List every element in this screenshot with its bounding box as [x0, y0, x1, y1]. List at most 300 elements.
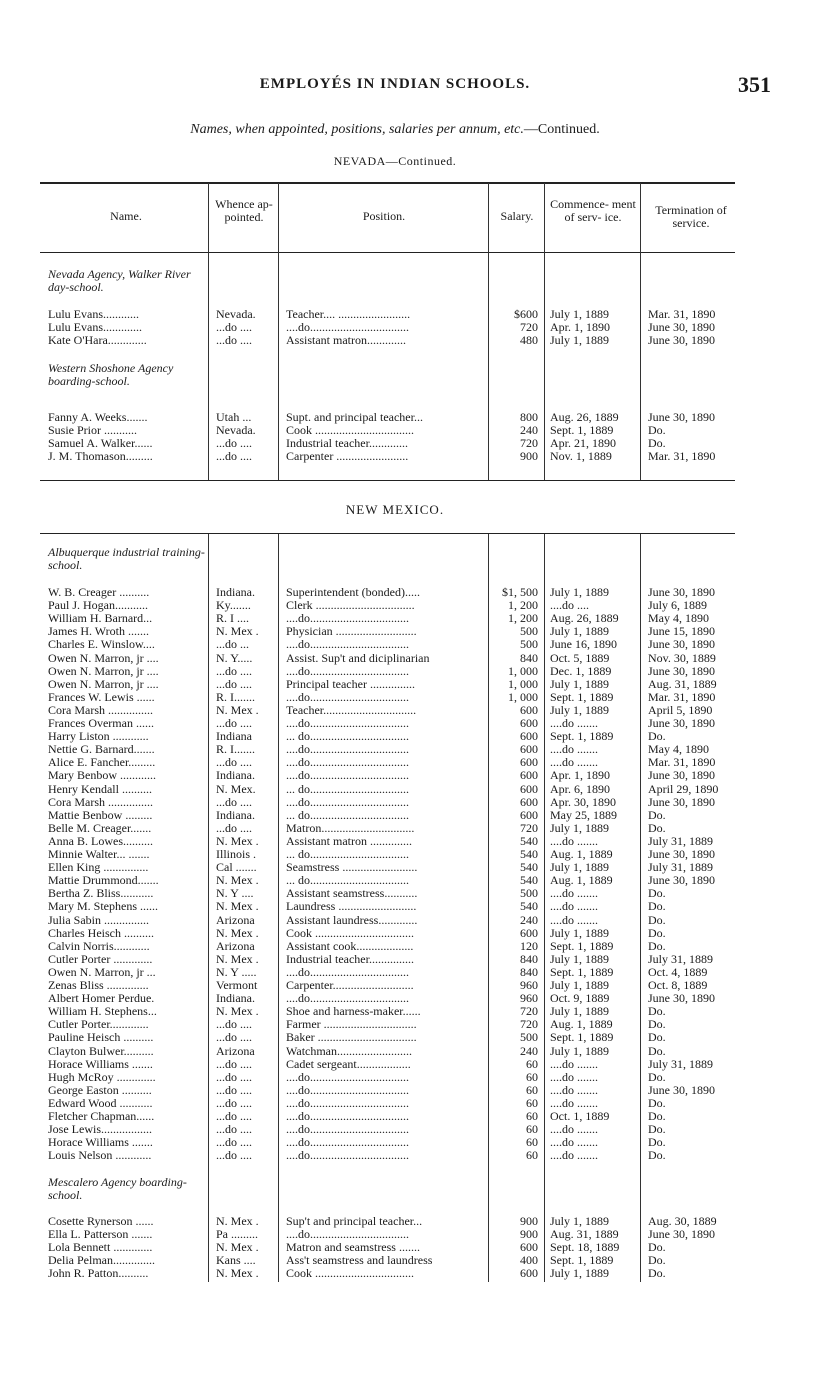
table-row: [0, 887, 838, 900]
salary: 600: [520, 743, 538, 757]
termination-date: Nov. 30, 1889: [648, 651, 716, 665]
employee-name: Julia Sabin ...............: [48, 913, 149, 927]
salary: 900: [520, 1215, 538, 1228]
position: ... do.................................: [286, 730, 409, 744]
whence-appointed: ...do ....: [216, 1083, 252, 1097]
employee-name: Edward Wood ...........: [48, 1096, 153, 1110]
termination-date: Do.: [648, 1096, 666, 1110]
salary: 600: [520, 808, 538, 822]
termination-date: Do.: [648, 1044, 666, 1058]
termination-date: Do.: [648, 1005, 666, 1019]
salary: 720: [520, 1005, 538, 1019]
table-row: [0, 625, 838, 638]
col-header-name: Name.: [110, 209, 142, 223]
whence-appointed: N. Mex .: [216, 926, 259, 940]
whence-appointed: N. Mex .: [216, 900, 259, 914]
employee-name: Samuel A. Walker......: [48, 437, 153, 451]
whence-appointed: ...do ...: [216, 638, 249, 652]
table-row: [0, 861, 838, 874]
employee-name: Henry Kendall ..........: [48, 782, 152, 796]
whence-appointed: Arizona: [216, 913, 255, 927]
employee-name: Mary Benbow ............: [48, 769, 156, 783]
table-row: [0, 953, 838, 966]
termination-date: June 30, 1890: [648, 411, 715, 424]
termination-date: Mar. 31, 1890: [648, 450, 716, 464]
salary: 600: [520, 703, 538, 717]
whence-appointed: ...do ....: [216, 1018, 252, 1032]
commencement-date: Sept. 1, 1889: [550, 965, 614, 979]
commencement-date: Sept. 1, 1889: [550, 730, 614, 744]
whence-appointed: ...do ....: [216, 437, 252, 451]
col-header-whence: Whence ap- pointed.: [215, 197, 273, 224]
whence-appointed: Ky.......: [216, 599, 251, 613]
termination-date: Mar. 31, 1890: [648, 308, 716, 321]
commencement-date: July 1, 1889: [550, 677, 610, 691]
table-row: [0, 927, 838, 940]
position: Supt. and principal teacher...: [286, 411, 423, 424]
termination-date: Do.: [648, 939, 666, 953]
termination-date: Do.: [648, 1254, 666, 1268]
employee-name: Cosette Rynerson ......: [48, 1215, 154, 1228]
commencement-date: Aug. 1, 1889: [550, 874, 613, 888]
termination-date: Do.: [648, 900, 666, 914]
whence-appointed: Utah ...: [216, 411, 252, 424]
table-row: [0, 437, 838, 450]
position: Matron and seamstress .......: [286, 1241, 420, 1255]
position: Assistant cook...................: [286, 939, 414, 953]
termination-date: June 30, 1890: [648, 992, 715, 1006]
commencement-date: ....do .......: [550, 717, 598, 730]
whence-appointed: ...do ....: [216, 677, 252, 691]
salary: 800: [520, 411, 538, 424]
whence-appointed: Pa .........: [216, 1228, 258, 1242]
termination-date: Mar. 31, 1890: [648, 756, 716, 770]
commencement-date: June 16, 1890: [550, 638, 617, 652]
commencement-date: ....do .......: [550, 1136, 598, 1150]
employee-name: George Easton ..........: [48, 1083, 152, 1097]
commencement-date: Dec. 1, 1889: [550, 664, 612, 678]
position: ....do.................................: [286, 1136, 409, 1150]
table-row: [0, 1136, 838, 1149]
position: Cook .................................: [286, 424, 415, 438]
position: Carpenter ........................: [286, 450, 409, 464]
whence-appointed: ...do ....: [216, 1110, 252, 1123]
commencement-date: ....do .......: [550, 1096, 598, 1110]
position: ... do.................................: [286, 808, 409, 822]
table-row: [0, 652, 838, 665]
termination-date: Do.: [648, 1031, 666, 1045]
position: Cook .................................: [286, 926, 415, 940]
employee-name: Paul J. Hogan...........: [48, 599, 148, 613]
termination-date: Do.: [648, 821, 666, 835]
table-row: [0, 848, 838, 861]
table-row: [0, 586, 838, 599]
position: Assistant laundress.............: [286, 913, 418, 927]
position: ....do.................................: [286, 638, 409, 652]
table-row: [0, 1031, 838, 1044]
table-row: [0, 756, 838, 769]
position: Assist. Sup't and diciplinarian: [286, 651, 430, 665]
salary: 600: [520, 730, 538, 744]
termination-date: Do.: [648, 1110, 666, 1123]
employee-name: Bertha Z. Bliss...........: [48, 887, 154, 901]
position: Teacher...............................: [286, 703, 417, 717]
table-row: [0, 874, 838, 887]
employee-name: Calvin Norris............: [48, 939, 150, 953]
commencement-date: Apr. 1, 1890: [550, 769, 610, 783]
salary: 900: [520, 450, 538, 464]
position: ....do.................................: [286, 1083, 409, 1097]
position: Watchman.........................: [286, 1044, 413, 1058]
commencement-date: ....do .......: [550, 1149, 598, 1163]
whence-appointed: Arizona: [216, 939, 255, 953]
employee-name: William H. Stephens...: [48, 1005, 157, 1019]
salary: 540: [520, 861, 538, 875]
table-row: [0, 1241, 838, 1254]
position: Assistant seamstress...........: [286, 887, 418, 901]
whence-appointed: ...do ....: [216, 1123, 252, 1137]
commencement-date: July 1, 1889: [550, 1215, 610, 1228]
whence-appointed: N. Y.....: [216, 651, 253, 665]
position: Ass't seamstress and laundress: [286, 1254, 433, 1268]
employee-name: Jose Lewis.................: [48, 1123, 152, 1137]
table-top-rule: [40, 182, 735, 184]
salary: 600: [520, 769, 538, 783]
salary: 240: [520, 424, 538, 438]
commencement-date: May 25, 1889: [550, 808, 617, 822]
table-row: [0, 730, 838, 743]
termination-date: June 30, 1890: [648, 638, 715, 652]
whence-appointed: Indiana.: [216, 808, 255, 822]
commencement-date: Oct. 1, 1889: [550, 1110, 610, 1123]
commencement-date: ....do .......: [550, 1070, 598, 1084]
table-row: [0, 450, 838, 463]
employee-name: Louis Nelson ............: [48, 1149, 152, 1163]
table-row: [0, 321, 838, 334]
employee-name: Harry Liston ............: [48, 730, 149, 744]
employee-name: Charles Heisch ..........: [48, 926, 154, 940]
salary: 500: [520, 1031, 538, 1045]
table-row: [0, 900, 838, 913]
whence-appointed: Illinois .: [216, 848, 257, 861]
salary: 900: [520, 1228, 538, 1242]
commencement-date: July 1, 1889: [550, 586, 610, 599]
position: Assistant matron.............: [286, 334, 406, 348]
employee-name: Delia Pelman..............: [48, 1254, 155, 1268]
termination-date: Mar. 31, 1890: [648, 690, 716, 704]
salary: 1, 000: [508, 664, 538, 678]
col-header-termination: Termination of service.: [655, 203, 727, 230]
position: ....do.................................: [286, 769, 409, 783]
section-western-shoshone: Western Shoshone Agency boarding-school.: [48, 361, 174, 388]
whence-appointed: Kans ....: [216, 1254, 256, 1268]
position: ....do.................................: [286, 965, 409, 979]
position: Assistant matron ..............: [286, 834, 412, 848]
table-row: [0, 1110, 838, 1123]
commencement-date: ....do .......: [550, 887, 598, 901]
termination-date: July 31, 1889: [648, 1057, 714, 1071]
termination-date: June 30, 1890: [648, 795, 715, 809]
position: ....do.................................: [286, 612, 409, 626]
whence-appointed: ...do ....: [216, 756, 252, 770]
termination-date: Oct. 8, 1889: [648, 979, 708, 992]
employee-name: Horace Williams .......: [48, 1057, 153, 1071]
salary: $600: [514, 308, 538, 321]
table-row: [0, 1215, 838, 1228]
commencement-date: Nov. 1, 1889: [550, 450, 612, 464]
position: ....do.................................: [286, 664, 409, 678]
salary: 60: [526, 1136, 538, 1150]
position: ....do.................................: [286, 1096, 409, 1110]
whence-appointed: ...do ....: [216, 450, 252, 464]
employee-name: Horace Williams .......: [48, 1136, 153, 1150]
whence-appointed: Arizona: [216, 1044, 255, 1058]
table-row: [0, 822, 838, 835]
whence-appointed: N. Y ....: [216, 887, 254, 901]
salary: 540: [520, 900, 538, 914]
commencement-date: Sept. 1, 1889: [550, 1031, 614, 1045]
position: Baker .................................: [286, 1031, 417, 1045]
whence-appointed: N. Mex .: [216, 952, 259, 966]
whence-appointed: ...do ....: [216, 1149, 252, 1163]
position: ....do.................................: [286, 795, 409, 809]
salary: 60: [526, 1149, 538, 1163]
employee-name: Ellen King ...............: [48, 861, 149, 875]
termination-date: April 29, 1890: [648, 782, 719, 796]
employee-name: Hugh McRoy .............: [48, 1070, 156, 1084]
commencement-date: Sept. 1, 1889: [550, 1254, 614, 1268]
whence-appointed: ...do ....: [216, 321, 252, 335]
position: Teacher.... ........................: [286, 308, 411, 321]
commencement-date: July 1, 1889: [550, 334, 610, 348]
whence-appointed: Vermont: [216, 979, 258, 992]
position: Cadet sergeant..................: [286, 1057, 411, 1071]
salary: 600: [520, 782, 538, 796]
whence-appointed: Indiana: [216, 730, 252, 744]
subtitle-italic: Names, when appointed, positions, salaries per annum, etc.: [190, 122, 524, 137]
employee-name: William H. Barnard...: [48, 612, 153, 626]
table-row: [0, 1005, 838, 1018]
table-row: [0, 1149, 838, 1162]
whence-appointed: ...do ....: [216, 1057, 252, 1071]
termination-date: Do.: [648, 1123, 666, 1137]
commencement-date: Aug. 31, 1889: [550, 1228, 619, 1242]
whence-appointed: Indiana.: [216, 769, 255, 783]
running-head: [0, 72, 838, 100]
employee-name: Kate O'Hara.............: [48, 334, 147, 348]
commencement-date: ....do .......: [550, 1123, 598, 1137]
employee-name: Cutler Porter .............: [48, 952, 153, 966]
table-row: [0, 1071, 838, 1084]
salary: 60: [526, 1123, 538, 1137]
termination-date: Do.: [648, 730, 666, 744]
commencement-date: Sept. 18, 1889: [550, 1241, 620, 1255]
whence-appointed: ...do ....: [216, 334, 252, 348]
position: Seamstress .........................: [286, 861, 418, 875]
table-row: [0, 704, 838, 717]
salary: 1, 000: [508, 690, 538, 704]
termination-date: July 6, 1889: [648, 599, 708, 613]
table-row: [0, 308, 838, 321]
salary: 480: [520, 334, 538, 348]
position: ....do.................................: [286, 1149, 409, 1163]
termination-date: Aug. 30, 1889: [648, 1215, 717, 1228]
state-heading-nevada: NEVADA—Continued.: [333, 154, 457, 168]
salary: 600: [520, 1241, 538, 1255]
position: ....do.................................: [286, 756, 409, 770]
whence-appointed: ...do ....: [216, 1031, 252, 1045]
position: Cook .................................: [286, 1267, 415, 1281]
commencement-date: Oct. 9, 1889: [550, 992, 610, 1006]
whence-appointed: R. I.......: [216, 690, 255, 704]
table-row: [0, 1097, 838, 1110]
table-row: [0, 966, 838, 979]
salary: 60: [526, 1110, 538, 1123]
salary: 840: [520, 965, 538, 979]
table-row: [0, 796, 838, 809]
employee-name: Alice E. Fancher.........: [48, 756, 156, 770]
commencement-date: ....do .......: [550, 834, 598, 848]
col-header-commencement: Commence- ment of serv- ice.: [550, 197, 636, 224]
commencement-date: July 1, 1889: [550, 703, 610, 717]
table-subtitle: [0, 122, 790, 138]
employee-name: Frances W. Lewis ......: [48, 690, 155, 704]
table-row: [0, 992, 838, 1005]
commencement-date: Apr. 21, 1890: [550, 437, 616, 451]
commencement-date: Apr. 6, 1890: [550, 782, 610, 796]
termination-date: Do.: [648, 1136, 666, 1150]
table-row: [0, 979, 838, 992]
commencement-date: Aug. 26, 1889: [550, 612, 619, 626]
running-title: EMPLOYÉS IN INDIAN SCHOOLS.: [259, 76, 531, 92]
position: ... do.................................: [286, 782, 409, 796]
position: ....do.................................: [286, 743, 409, 757]
employee-name: Owen N. Marron, jr ...: [48, 965, 156, 979]
subtitle-plain: —Continued.: [523, 122, 600, 137]
table-row: [0, 424, 838, 437]
commencement-date: Oct. 5, 1889: [550, 651, 610, 665]
salary: 240: [520, 1044, 538, 1058]
salary: 600: [520, 756, 538, 770]
salary: 120: [520, 939, 538, 953]
salary: 500: [520, 638, 538, 652]
employee-name: Owen N. Marron, jr ....: [48, 651, 159, 665]
position: Superintendent (bonded).....: [286, 586, 420, 599]
header-bottom-rule: [40, 252, 735, 253]
employee-name: Fanny A. Weeks.......: [48, 411, 148, 424]
page-number: 351: [738, 72, 771, 97]
whence-appointed: ...do ....: [216, 1136, 252, 1150]
table-row: [0, 1254, 838, 1267]
salary: 1, 200: [508, 612, 538, 626]
commencement-date: July 1, 1889: [550, 1005, 610, 1019]
employee-name: Albert Homer Perdue.: [48, 992, 155, 1006]
commencement-date: ....do .......: [550, 756, 598, 770]
table-row: [0, 1123, 838, 1136]
section-mescalero: Mescalero Agency boarding-school.: [48, 1175, 187, 1202]
salary: 720: [520, 821, 538, 835]
position: ....do.................................: [286, 1070, 409, 1084]
table-row: [0, 1267, 838, 1280]
commencement-date: ....do .......: [550, 913, 598, 927]
salary: 600: [520, 717, 538, 730]
commencement-date: July 1, 1889: [550, 308, 610, 321]
employee-name: Cora Marsh ...............: [48, 795, 153, 809]
table-row: [0, 612, 838, 625]
commencement-date: July 1, 1889: [550, 979, 610, 992]
commencement-date: Aug. 1, 1889: [550, 848, 613, 861]
whence-appointed: N. Mex .: [216, 834, 259, 848]
commencement-date: ....do .......: [550, 1083, 598, 1097]
table-row: [0, 599, 838, 612]
table-row: [0, 940, 838, 953]
salary: 840: [520, 651, 538, 665]
employee-name: Cutler Porter.............: [48, 1018, 149, 1032]
table-row: [0, 809, 838, 822]
termination-date: Do.: [648, 926, 666, 940]
commencement-date: ....do .......: [550, 1057, 598, 1071]
employee-name: Frances Overman ......: [48, 717, 154, 730]
employee-name: Belle M. Creager.......: [48, 821, 152, 835]
whence-appointed: N. Mex .: [216, 874, 259, 888]
table-row: [0, 769, 838, 782]
termination-date: June 30, 1890: [648, 717, 715, 730]
commencement-date: Sept. 1, 1889: [550, 939, 614, 953]
table-row: [0, 783, 838, 796]
salary: 600: [520, 1267, 538, 1281]
employee-name: Fletcher Chapman......: [48, 1110, 155, 1123]
commencement-date: ....do .......: [550, 743, 598, 757]
position: ....do.................................: [286, 321, 409, 335]
employee-name: Lola Bennett .............: [48, 1241, 153, 1255]
employee-name: James H. Wroth .......: [48, 625, 149, 639]
salary: 540: [520, 848, 538, 861]
position: ... do.................................: [286, 874, 409, 888]
termination-date: July 31, 1889: [648, 861, 714, 875]
salary: 540: [520, 834, 538, 848]
whence-appointed: N. Mex.: [216, 782, 256, 796]
salary: 960: [520, 992, 538, 1006]
salary: 500: [520, 625, 538, 639]
termination-date: Do.: [648, 1241, 666, 1255]
commencement-date: Aug. 1, 1889: [550, 1018, 613, 1032]
whence-appointed: Indiana.: [216, 586, 255, 599]
termination-date: Do.: [648, 1018, 666, 1032]
position: Carpenter...........................: [286, 979, 414, 992]
table-row: [0, 678, 838, 691]
employee-name: Susie Prior ...........: [48, 424, 138, 438]
table-row: [0, 638, 838, 651]
whence-appointed: ...do ....: [216, 717, 252, 730]
whence-appointed: ...do ....: [216, 1096, 252, 1110]
termination-date: Do.: [648, 1267, 666, 1281]
salary: 840: [520, 952, 538, 966]
salary: 720: [520, 321, 538, 335]
employee-name: Charles E. Winslow....: [48, 638, 155, 652]
salary: 960: [520, 979, 538, 992]
position: Industrial teacher.............: [286, 437, 408, 451]
table-row: [0, 1228, 838, 1241]
table-row: [0, 835, 838, 848]
commencement-date: July 1, 1889: [550, 861, 610, 875]
whence-appointed: N. Mex .: [216, 1267, 259, 1281]
table-row: [0, 334, 838, 347]
position: Laundress ..........................: [286, 900, 417, 914]
salary: 720: [520, 437, 538, 451]
whence-appointed: N. Mex .: [216, 625, 259, 639]
termination-date: July 31, 1889: [648, 834, 714, 848]
termination-date: June 15, 1890: [648, 625, 715, 639]
